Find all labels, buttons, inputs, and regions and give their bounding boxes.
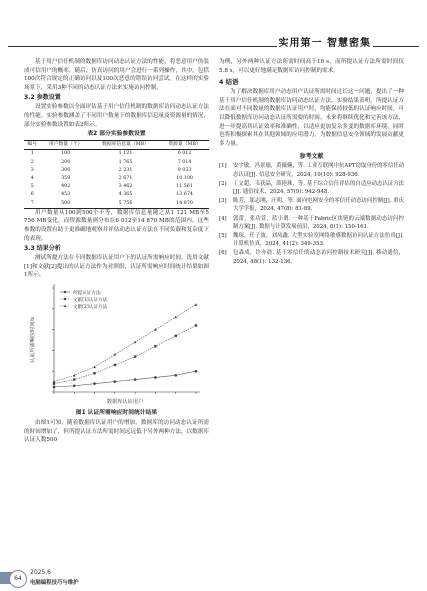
table-cell: 2 [30,159,34,165]
section-3-3-paragraph: 测试所提方法在不同数据库认证用户下的认证所需响应时间，选用文献[1]和文献[2]提出的认证方法作为对照组，认证所需响应时间统计结果如图1所示。 [24,255,209,279]
table-cell: 5 [30,184,34,190]
table-header-cell: 编号 [27,142,38,148]
page-number: 64 [9,570,27,588]
right-column [219,58,404,267]
table-cell: 14 870 [176,200,193,206]
after-table-paragraph: 用户数量从100到500个不等，数据库信息量随之从1 121 MB至5 756 MB变化，而资源数量则分布在6 012至14 870 MB的范围内。这些参数的设置有助于更准确地观察并评估动态认证方法在不同负载和复杂度下的表现。 [24,209,209,242]
data-point [134,378,137,381]
chart-svg [24,280,209,408]
reference-number: [5] [219,232,227,239]
data-point [195,324,197,326]
x-axis-label: 数据库认证用户 [106,398,144,405]
table-body [24,150,209,208]
reference-number: [6] [219,250,227,257]
table-cell: 7 014 [177,159,192,165]
issue-label: 2025.6 [30,569,51,576]
reference-item [219,180,404,196]
table-row [24,200,209,209]
section-4-heading: 4 结语 [219,78,239,87]
after-figure-paragraph: 由图1可知，随着数据库认证用户的增加，数据库的访问动态认证所需的时间增加了，但所提认证方法所需时间远远低于另外两种方法，以数据库认证人数500 [24,419,209,444]
table-cell: 10 100 [176,175,193,181]
table-cell: 3 [30,167,34,173]
table-cell: 500 [61,200,71,206]
data-point [195,303,198,306]
data-point [114,380,117,383]
table-cell: 1 765 [118,159,133,165]
data-point [134,341,137,344]
table-header-row [24,141,209,150]
table-cell: 200 [61,159,71,165]
table-header-cell: 用户数量（个） [48,142,83,148]
table-cell: 6 012 [177,151,192,157]
legend-label: 所提认证方法 [73,290,101,296]
section-3-3-heading: 3.3 结果分析 [24,245,61,253]
series-line [54,305,196,382]
reference-text: 魏琛，任子波，刘凤鑫. 大型实验室网络敏感数据访问认证方法仿真[J]. 计算机仿真，2024, 41(2): 349-353. [233,232,404,248]
left-column [24,58,209,445]
table-cell: 359 [61,175,71,181]
data-point [73,378,75,380]
table-cell: 13 674 [176,192,193,198]
reference-item [219,215,404,231]
continued-paragraph: 为例，另外两种认证方法所需时间高于16 s，而所提认证方法所需时间仅5.8 s，可以更好地满足数据库访问控制的需求。 [219,59,404,74]
data-point [53,382,55,384]
data-point [114,364,116,366]
table-cell: 7 [30,200,34,206]
table-cell: 4 365 [118,192,133,198]
data-point [113,353,116,356]
table-row [24,167,209,175]
table-cell: 6 [30,192,34,198]
reference-number: [3] [219,198,227,205]
reference-item [219,232,404,248]
table-cell: 1 121 [118,151,133,157]
table-cell: 4 [30,175,34,181]
data-point [93,365,96,368]
reference-text: 陈芳，邬志刚，汪明，等. 面向电网安全的零信任动态访问控制[J]. 重庆大学学报，2024, 47(8): 81-89. [233,198,404,213]
reference-number: [4] [219,215,227,222]
data-point [53,386,56,389]
table-cell: 2 231 [118,167,133,173]
references-list [219,162,404,265]
data-point [195,370,198,373]
data-point [73,384,76,387]
table-header-cell: 资源量（MB） [168,142,201,148]
reference-number: [1] [219,163,227,170]
data-point [154,376,157,379]
intro-paragraph: 基于用户信任机制的数据库访问动态认证方法的性能，将恶意用户伪装成可信用户的概率，随后，仿真访问的用户会进行一系列操作，其中，包括100次符合规定的正确访问以及100次恶意的错误访问尝试。在这样的实验场景下，采用3种不同的动态认证方法来实施访问控制。 [24,59,209,91]
data-point [93,382,96,385]
table-row [24,191,209,199]
table-cell: 402 [61,184,71,190]
table-row [24,159,209,167]
data-point [93,372,95,374]
reference-text: 郭蕾，张功萱，蓝小谓. 一种基于Fabric区块链的云端数据动态访问控制方案[J]. 数据与计算发展前沿，2024, 6(1): 150-161. [233,215,404,230]
table-cell: 100 [61,151,71,157]
response-time-chart [24,280,209,408]
section-3-2-heading: 3.2 参数设置 [24,94,61,102]
reference-item [219,249,404,265]
parameter-table [24,140,209,209]
table-cell: 1 [30,151,34,157]
reference-text: 安宇敏，冯景瑜，黄薇嬿，等. 工业互联网中抗APT窃取身份的零信任动态认证[J]. 信息安全研究，2024, 10(10): 928-936. [233,163,404,178]
legend-label: 文献[2]认证方法 [73,304,108,310]
data-point [174,374,177,377]
data-point [134,355,136,357]
section-title: 实用第一 智慧密集 [277,34,373,49]
reference-number: [2] [219,180,227,187]
legend-marker [64,291,66,293]
magazine-name: 电脑编程技巧与维护 [30,580,79,586]
conclusion-paragraph: 为了解决数据库用户动态用户认证所需时间过长这一问题，提出了一种基于用户信任机制的数据库访问动态认证方法。实验结果表明，所提认证方法在面对不同数量的数据库认证用户时，均能保持较低的认证响应时间，可以降低数据库访问动态认证所需要的时间。未来将继续优化和完善该方法，进一步提高其认证效率和准确性，以适应更加复杂多变的数据库环境。同时也将积极探索其在其他领域的应用潜力，为数据信息安全领域的发展贡献更多力量。 [219,89,404,147]
table-cell: 5 756 [118,200,133,206]
table-cell: 453 [61,192,71,198]
section-3-2-paragraph: 设置实验参数以全面评估基于用户信任机制的数据库访问动态认证方法的性能。实验参数涵盖了不同用户数量下的数据库信息量及资源量的情况，部分实验参数设置如表2所示。 [24,104,209,128]
table-caption: 表2 部分实验参数设置 [87,131,146,138]
table-cell: 2 671 [118,175,133,181]
table-cell: 11 561 [176,184,193,190]
data-point [154,328,157,331]
figure-caption: 图1 认证所需响应时间统计结果 [75,409,158,416]
table-row [24,150,209,159]
y-axis-label: 认证所需响应时间/s [30,316,36,363]
data-point [73,374,76,377]
references-title: 参考文献 [299,153,324,161]
legend-label: 文献[1]认证方法 [73,297,108,303]
table-cell: 300 [61,167,71,173]
legend-marker [64,298,66,300]
data-point [175,335,177,337]
reference-text: 丁文超，韦获晶，薛艳珠，等. 基于综合信任评估的自适应动态认证方法[J]. 通信技术，2024, 57(9): 942-948. [233,180,404,195]
reference-item [219,162,404,178]
table-row [24,175,209,183]
reference-item [219,197,404,213]
data-point [174,316,177,319]
table-row [24,183,209,191]
table-cell: 9 033 [177,167,192,173]
reference-text: 包森成，许亦晨. 基于零信任的动态访问控制技术研究[J]. 移动通信，2024, 48(1): 132-136. [233,250,404,265]
data-point [154,345,156,347]
table-cell: 3 462 [118,184,133,190]
table-header-cell: 数据库信息量（MB） [102,142,149,148]
